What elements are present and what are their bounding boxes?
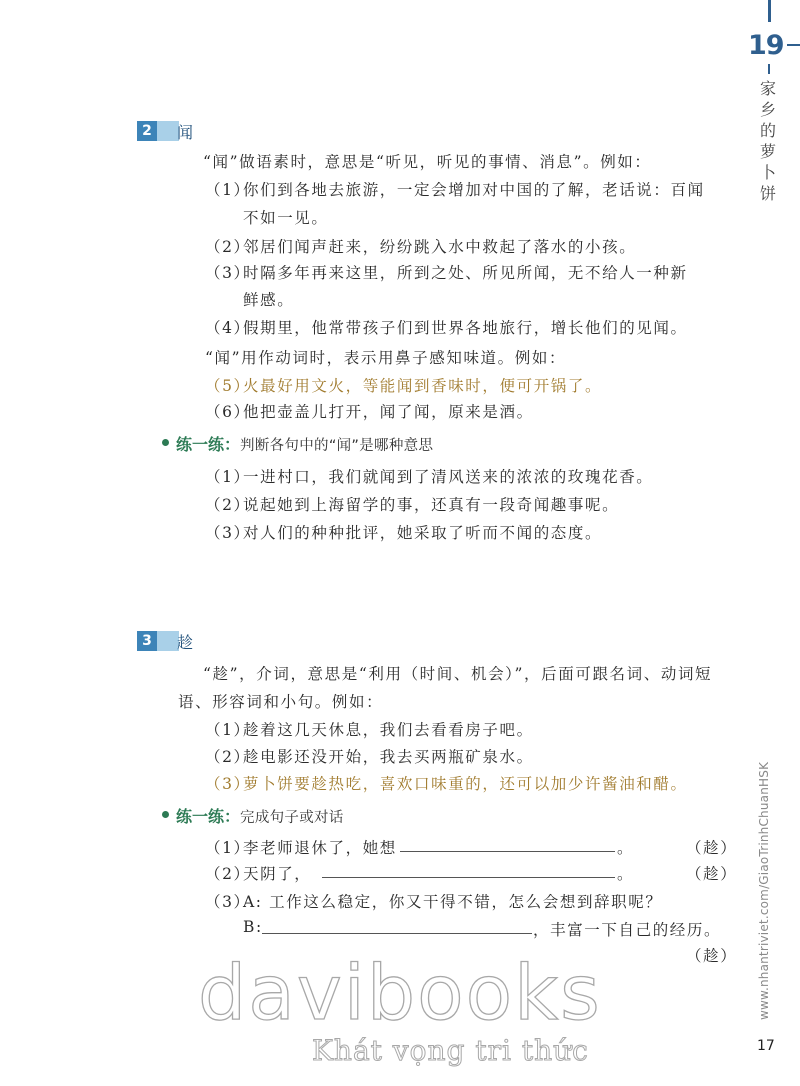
example-text: 趁电影还没开始，我去买两瓶矿泉水。 bbox=[243, 748, 534, 766]
chapter-dash bbox=[787, 44, 800, 46]
section-3-number: 3 bbox=[137, 631, 157, 651]
section-2-intro-2: “闻”用作动词时，表示用鼻子感知味道。例如： bbox=[205, 349, 567, 367]
example-text: 不如一见。 bbox=[243, 209, 329, 227]
example-number: （6） bbox=[205, 403, 251, 421]
practice-item-hint: （趁） bbox=[686, 947, 738, 965]
example-number: （2） bbox=[205, 748, 251, 766]
dialogue-label-b: B: bbox=[243, 918, 263, 936]
section-3-intro: “趁”，介词，意思是“利用（时间、机会）”，后面可跟名词、动词短 bbox=[203, 665, 713, 683]
side-watermark: www.nhantriviet.com/GiaoTrinhChuanHSK bbox=[757, 761, 771, 1020]
example-number: （3） bbox=[205, 264, 251, 282]
fill-in-blank[interactable] bbox=[322, 877, 615, 878]
dialogue-line-b-end: ，丰富一下自己的经历。 bbox=[533, 921, 722, 939]
section-3-title: 趁 bbox=[177, 633, 194, 652]
page-number: 17 bbox=[757, 1038, 775, 1054]
practice-item-end: 。 bbox=[617, 839, 635, 857]
section-3-intro: 语、形容词和小句。例如： bbox=[178, 693, 384, 711]
practice-bullet bbox=[162, 439, 169, 446]
practice-item-text: 李老师退休了，她想 bbox=[243, 839, 397, 857]
example-text-highlight: 火最好用文火，等能闻到香味时，便可开锅了。 bbox=[243, 377, 603, 395]
example-number: （1） bbox=[205, 721, 251, 739]
example-text-highlight: 萝卜饼要趁热吃，喜欢口味重的，还可以加少许酱油和醋。 bbox=[243, 775, 688, 793]
example-number: （5） bbox=[205, 377, 251, 395]
example-number: （3） bbox=[205, 775, 251, 793]
section-2-badge bbox=[137, 121, 179, 141]
example-text: 趁着这几天休息，我们去看看房子吧。 bbox=[243, 721, 534, 739]
practice-item-number: （2） bbox=[205, 496, 251, 514]
practice-item-number: （3） bbox=[205, 524, 251, 542]
practice-item-number: （3） bbox=[205, 893, 251, 911]
practice-item-text: 天阴了， bbox=[243, 865, 312, 883]
practice-item-number: （2） bbox=[205, 865, 251, 883]
example-number: （2） bbox=[205, 238, 251, 256]
example-text: 你们到各地去旅游，一定会增加对中国的了解，老话说：百闻 bbox=[243, 181, 705, 199]
example-number: （4） bbox=[205, 319, 251, 337]
example-text: 他把壶盖儿打开，闻了闻，原来是酒。 bbox=[243, 403, 534, 421]
practice-heading bbox=[176, 804, 344, 827]
practice-item-number: （1） bbox=[205, 839, 251, 857]
practice-item-number: （1） bbox=[205, 468, 251, 486]
example-text: 时隔多年再来这里，所到之处、所见所闻，无不给人一种新 bbox=[243, 264, 688, 282]
example-number: （1） bbox=[205, 181, 251, 199]
practice-item-text: 说起她到上海留学的事，还真有一段奇闻趣事呢。 bbox=[243, 496, 620, 514]
practice-item-text: 对人们的种种批评，她采取了听而不闻的态度。 bbox=[243, 524, 603, 542]
example-text: 鲜感。 bbox=[243, 291, 295, 309]
practice-item-end: 。 bbox=[617, 865, 635, 883]
section-3-badge bbox=[137, 631, 179, 651]
practice-label: 练一练： bbox=[176, 807, 241, 826]
practice-label: 练一练： bbox=[176, 435, 241, 454]
practice-item-text: 一进村口，我们就闻到了清风送来的浓浓的玫瑰花香。 bbox=[243, 468, 654, 486]
section-2-title: 闻 bbox=[177, 123, 194, 142]
davibooks-logo: davibooks bbox=[198, 948, 602, 1037]
practice-item-hint: （趁） bbox=[686, 865, 738, 883]
practice-instruction: 完成句子或对话 bbox=[240, 810, 344, 826]
chapter-rule-mid bbox=[768, 64, 770, 74]
example-text: 邻居们闻声赶来，纷纷跳入水中救起了落水的小孩。 bbox=[243, 238, 637, 256]
practice-instruction: 判断各句中的“闻”是哪种意思 bbox=[240, 438, 434, 454]
section-2-number: 2 bbox=[137, 121, 157, 141]
chapter-number: 19 bbox=[748, 30, 784, 61]
davibooks-slogan: Khát vọng tri thức bbox=[312, 1034, 589, 1067]
example-text: 假期里，他常带孩子们到世界各地旅行，增长他们的见闻。 bbox=[243, 319, 688, 337]
fill-in-blank[interactable] bbox=[262, 933, 532, 934]
fill-in-blank[interactable] bbox=[400, 851, 615, 852]
chapter-title: 家乡的萝卜饼 bbox=[759, 79, 776, 203]
dialogue-line-a: A: 工作这么稳定，你又干得不错，怎么会想到辞职呢？ bbox=[243, 893, 663, 911]
practice-item-hint: （趁） bbox=[686, 839, 738, 857]
practice-heading bbox=[176, 432, 433, 455]
practice-bullet bbox=[162, 811, 169, 818]
section-2-intro: “闻”做语素时，意思是“听见，听见的事情、消息”。例如： bbox=[203, 153, 652, 171]
chapter-rule-top bbox=[768, 0, 771, 22]
